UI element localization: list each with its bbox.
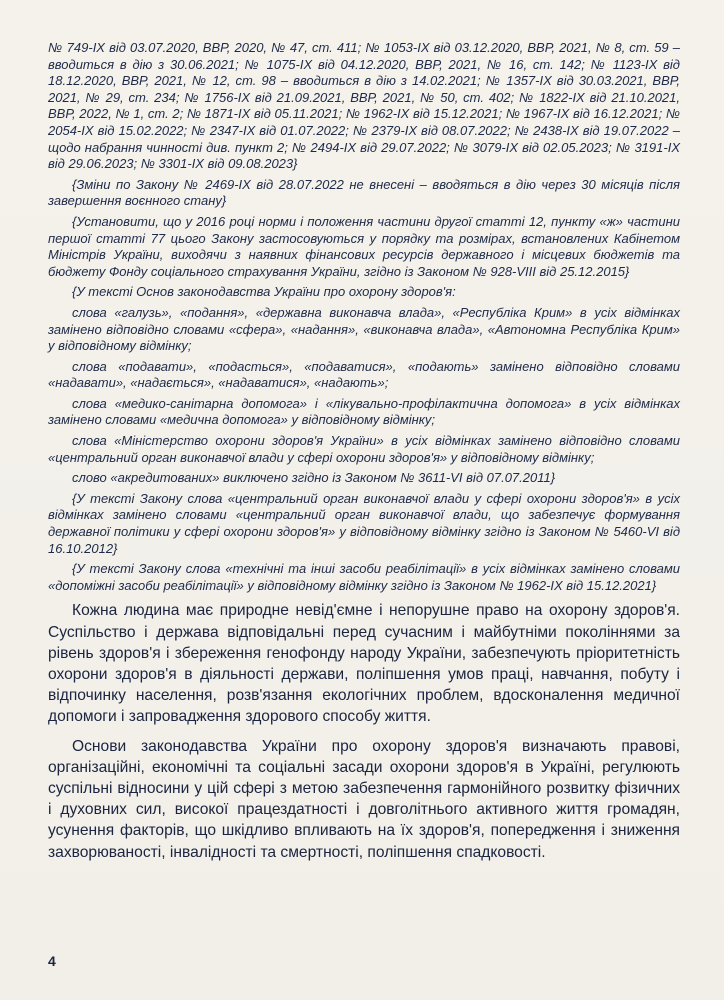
note-word-accredited: слово «акредитованих» виключено згідно із Законом № 3611-VI від 07.07.2011} [72,470,556,486]
amendment-references: № 749-IX від 03.07.2020, ВВР, 2020, № 47, ст. 411; № 1053-IX від 03.12.2020, ВВР, 2021, № 8, ст. 59 – вводиться в дію з 30.06.2021; № 1075-IX від 04.12.2020, ВВР, 2021, № 16, ст. 142; № 1123-IX від 18.12.2020, ВВР, 2021, № 12, ст. 98 – вводиться в дію з 14.02.2021; № 1357-IX від 30.03.2021, ВВР, 2021, № 29, ст. 234; № 1756-IX від 21.09.2021, ВВР, 2021, № 50, ст. 402; № 1822-IX від 21.10.2021, ВВР, 2022, № 1, ст. 2; № 1871-IX від 05.11.2021; № 1962-IX від 15.12.2021; № 1967-IX від 16.12.2021; № 2054-IX від 15.02.2022; № 2347-IX від 01.07.2022; № 2379-IX від 08.07.2022; № 2438-IX від 19.07.2022 – щодо набрання чинності див. пункт 2; № 2494-IX від 29.07.2022; № 3079-IX від 02.05.2023; № 3191-IX від 29.06.2023; № 3301-IX від 09.08.2023} [48,40,680,172]
page-content [48,40,680,863]
note-words-sphere: слова «галузь», «подання», «державна виконавча влада», «Республіка Крим» в усіх відмінках замінено відповідно словами «сфера», «надання», «виконавча влада», «Автономна Республіка Крим» у відповідному відмінку; [48,304,680,354]
preamble-paragraph-2: Основи законодавства України про охорону здоров'я визначають правові, організаційні, економічні та соціальні засади охорони здоров'я в Україні, регулюють суспільні відносини у цій сфері з метою забезпечення гармонійного розвитку фізичних і духовних сил, високої працездатності і довголітнього активного життя громадян, усунення факторів, що шкідливо впливають на їх здоров'я, попередження і зниження захворюваності, інвалідності та смертності, поліпшення спадковості. [48,737,680,861]
note-2016-provisions: {Установити, що у 2016 році норми і положення частини другої статті 12, пункту «ж» частини першої статті 77 цього Закону застосовуються у порядку та розмірах, встановлених Кабінетом Міністрів України, виходячи з наявних фінансових ресурсів державного і місцевих бюджетів та бюджету Фонду соціального страхування України, згідно із Законом № 928-VIII від 25.12.2015} [48,213,680,279]
preamble-paragraph-1: Кожна людина має природне невід'ємне і непорушне право на охорону здоров'я. Суспільство і держава відповідальні перед сучасним і майбутніми поколіннями за рівень здоров'я і збереження генофонду народу України, забезпечують пріоритетність охорони здоров'я в діяльності держави, поліпшення умов праці, навчання, побуту і відпочинку населення, розв'язання екологічних проблем, вдосконалення медичної допомоги і запровадження здорового способу життя. [48,602,680,726]
note-text-changes-intro: {У тексті Основ законодавства України про охорону здоров'я: [72,284,456,300]
note-martial-law: {Зміни по Закону № 2469-IX від 28.07.2022 не внесені – вводяться в дію через 30 місяців після завершення воєнного стану} [48,176,680,209]
note-rehabilitation-means: {У тексті Закону слова «технічні та інші засоби реабілітації» в усіх відмінках замінено словами «допоміжні засоби реабілітації» у відповідному відмінку згідно із Законом № 1962-IX від 15.12.2021} [48,561,680,593]
note-words-ministry: слова «Міністерство охорони здоров'я України» в усіх відмінках замінено відповідно словами «центральний орган виконавчої влади у сфері охорони здоров'я» у відповідному відмінку; [48,433,680,465]
page-number: 4 [48,953,56,969]
note-central-authority: {У тексті Закону слова «центральний орган виконавчої влади у сфері охорони здоров'я» в усіх відмінках замінено словами «центральний орган виконавчої влади, що забезпечує формування державної політики у сфері охорони здоров'я» у відповідному відмінку згідно із Законом № 5460-VI від 16.10.2012} [48,490,680,556]
note-words-provide: слова «подавати», «подасться», «подаватися», «подають» замінено відповідно словами «надавати», «надається», «надаватися», «надають»; [48,358,680,391]
note-words-medical-care: слова «медико-санітарна допомога» і «лікувально-профілактична допомога» в усіх відмінках замінено словами «медична допомога» у відповідному відмінку; [48,395,680,428]
